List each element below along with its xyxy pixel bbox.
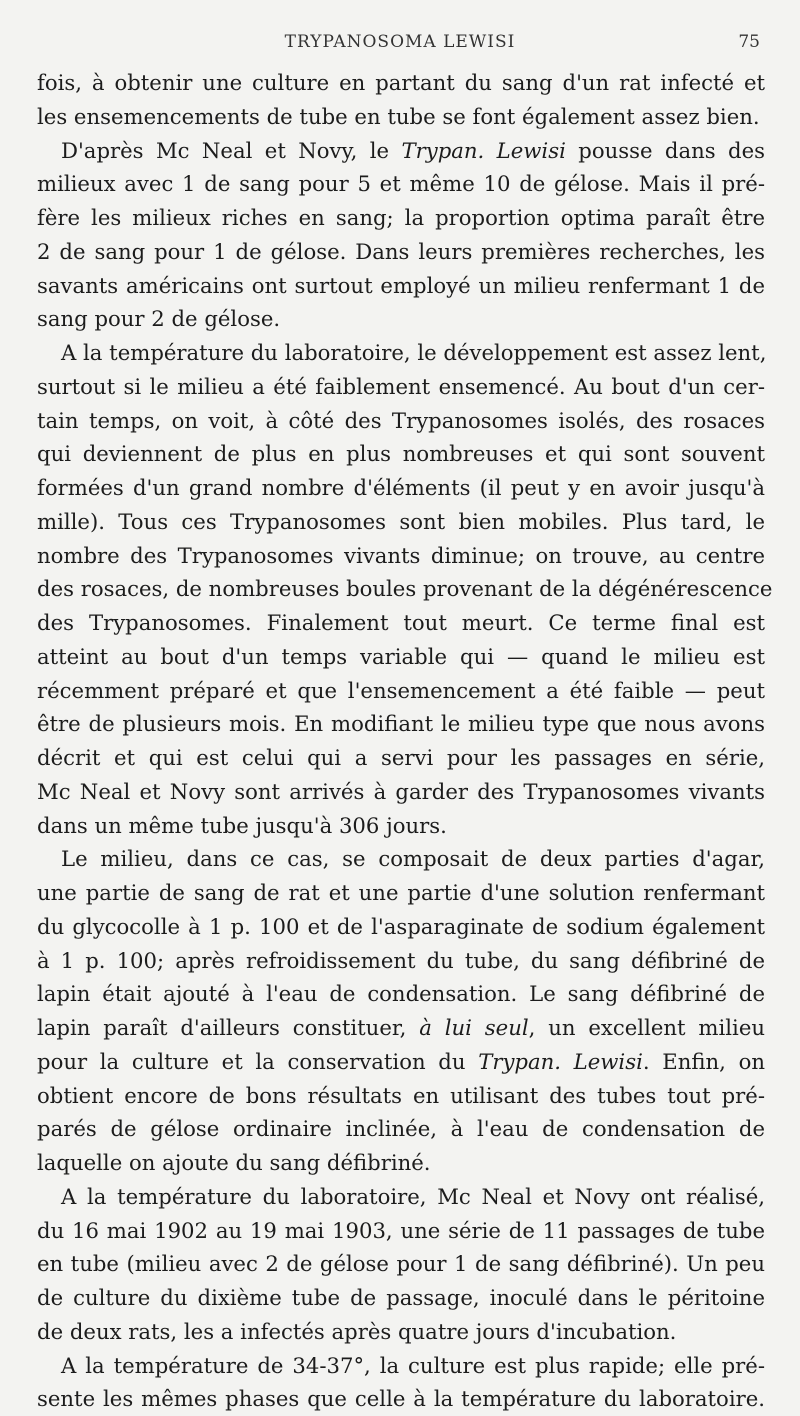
text-segment: en tube (milieu avec 2 de gélose pour 1 de sang défibriné). Un peu <box>37 1251 765 1277</box>
text-line <box>37 640 765 674</box>
text-line <box>37 1146 765 1180</box>
text-segment: pour la culture et la conservation du <box>37 1048 479 1074</box>
text-line <box>37 404 765 438</box>
text-line <box>37 1281 765 1315</box>
text-line <box>37 674 765 708</box>
text-segment: fère les milieux riches en sang; la proportion optima paraît être <box>37 205 765 230</box>
text-line <box>37 572 773 606</box>
text-segment: milieux avec 1 de sang pour 5 et même 10 de gélose. Mais il pré- <box>37 171 765 197</box>
text-line <box>37 235 765 269</box>
text-segment: les ensemencements de tube en tube se font également assez bien. <box>37 103 760 129</box>
text-line <box>37 201 765 235</box>
text-segment: tain temps, on voit, à côté des Trypanosomes isolés, des rosaces <box>37 407 765 433</box>
text-segment: Trypan. Lewisi <box>401 137 566 163</box>
text-segment: mille). Tous ces Trypanosomes sont bien mobiles. Plus tard, le <box>37 508 765 534</box>
text-line <box>37 437 765 471</box>
page-header <box>40 32 760 58</box>
text-segment: surtout si le milieu a été faiblement ensemencé. Au bout d'un cer- <box>37 373 765 399</box>
text-line <box>37 606 765 640</box>
text-line <box>37 1079 765 1113</box>
text-segment: laquelle on ajoute du sang défibriné. <box>37 1150 431 1175</box>
text-segment: parés de gélose ordinaire inclinée, à l'eau de condensation de <box>37 1116 765 1142</box>
text-segment: des Trypanosomes. Finalement tout meurt. Ce terme final est <box>37 610 765 635</box>
text-segment: Le milieu, dans ce cas, se composait de deux parties d'agar, <box>61 846 765 872</box>
text-segment: D'après Mc Neal et Novy, le <box>61 137 402 163</box>
text-line <box>37 910 765 944</box>
text-segment: être de plusieurs mois. En modifiant le milieu type que nous avons <box>37 711 765 737</box>
text-segment: A la température du laboratoire, le développement est assez lent, <box>61 340 767 365</box>
text-segment: atteint au bout d'un temps variable qui — quand le milieu est <box>37 643 765 669</box>
text-line <box>37 1349 765 1383</box>
text-line <box>37 977 765 1011</box>
text-line <box>37 1112 765 1146</box>
text-line <box>37 944 765 978</box>
text-line <box>37 775 765 809</box>
text-line <box>37 1315 765 1349</box>
text-line <box>37 741 765 775</box>
text-line <box>37 336 765 370</box>
text-segment: de deux rats, les a infectés après quatre jours d'incubation. <box>37 1318 677 1344</box>
text-segment: sente les mêmes phases que celle à la température du laboratoire. <box>37 1386 765 1412</box>
text-segment: décrit et qui est celui qui a servi pour les passages en série, <box>37 745 765 770</box>
text-line <box>37 471 765 505</box>
text-line <box>37 809 765 843</box>
text-segment: dans un même tube jusqu'à 306 jours. <box>37 812 447 838</box>
text-segment: lapin paraît d'ailleurs constituer, <box>37 1015 420 1040</box>
text-line <box>37 1382 765 1416</box>
text-line <box>37 539 765 573</box>
text-segment: A la température de 34-37°, la culture est plus rapide; elle pré- <box>61 1352 765 1378</box>
text-segment: des rosaces, de nombreuses boules provenant de la dégénérescence <box>37 576 773 602</box>
text-segment: nombre des Trypanosomes vivants diminue; on trouve, au centre <box>37 542 765 568</box>
text-line <box>37 370 765 404</box>
text-segment: pousse dans des <box>565 137 765 163</box>
text-segment: formées d'un grand nombre d'éléments (il peut y en avoir jusqu'à <box>37 475 765 500</box>
text-segment: du glycocolle à 1 p. 100 et de l'asparaginate de sodium également <box>37 913 765 939</box>
body-text <box>37 66 773 1416</box>
text-line <box>37 876 765 910</box>
text-segment: à 1 p. 100; après refroidissement du tube, du sang défibriné de <box>37 947 765 973</box>
text-segment: une partie de sang de rat et une partie d'une solution renfermant <box>37 880 765 905</box>
text-line <box>37 66 765 100</box>
text-segment: à lui seul <box>419 1015 529 1040</box>
text-line <box>37 302 765 336</box>
text-line <box>37 167 765 201</box>
text-line <box>37 1214 765 1248</box>
text-line <box>37 1011 765 1045</box>
page-number: 75 <box>738 32 760 52</box>
text-line <box>37 707 765 741</box>
text-line <box>37 505 765 539</box>
text-segment: de culture du dixième tube de passage, inoculé dans le péritoine <box>37 1285 765 1310</box>
text-segment: sang pour 2 de gélose. <box>37 306 281 332</box>
text-segment: Trypan. Lewisi <box>478 1048 643 1074</box>
text-segment: du 16 mai 1902 au 19 mai 1903, une série de 11 passages de tube <box>37 1217 765 1243</box>
text-segment: récemment préparé et que l'ensemencement a été faible — peut <box>37 677 765 703</box>
text-line <box>37 1180 765 1214</box>
text-line <box>37 1045 765 1079</box>
text-line <box>37 134 765 168</box>
text-segment: savants américains ont surtout employé un milieu renfermant 1 de <box>37 272 765 298</box>
text-segment: . Enfin, on <box>642 1048 765 1074</box>
text-segment: Mc Neal et Novy sont arrivés à garder des Trypanosomes vivants <box>37 778 765 804</box>
running-title: TRYPANOSOMA LEWISI <box>284 32 516 52</box>
text-segment: lapin était ajouté à l'eau de condensation. Le sang défibriné de <box>37 981 765 1007</box>
text-segment: qui deviennent de plus en plus nombreuses et qui sont souvent <box>37 441 765 467</box>
text-line <box>37 1247 765 1281</box>
text-line <box>37 269 765 303</box>
text-segment: fois, à obtenir une culture en partant du sang d'un rat infecté et <box>37 70 765 95</box>
text-segment: 2 de sang pour 1 de gélose. Dans leurs premières recherches, les <box>37 238 765 264</box>
text-segment: obtient encore de bons résultats en utilisant des tubes tout pré- <box>37 1082 765 1108</box>
text-line <box>37 842 765 876</box>
text-segment: , un excellent milieu <box>528 1015 765 1040</box>
text-segment: A la température du laboratoire, Mc Neal et Novy ont réalisé, <box>61 1183 765 1209</box>
text-line <box>37 100 765 134</box>
